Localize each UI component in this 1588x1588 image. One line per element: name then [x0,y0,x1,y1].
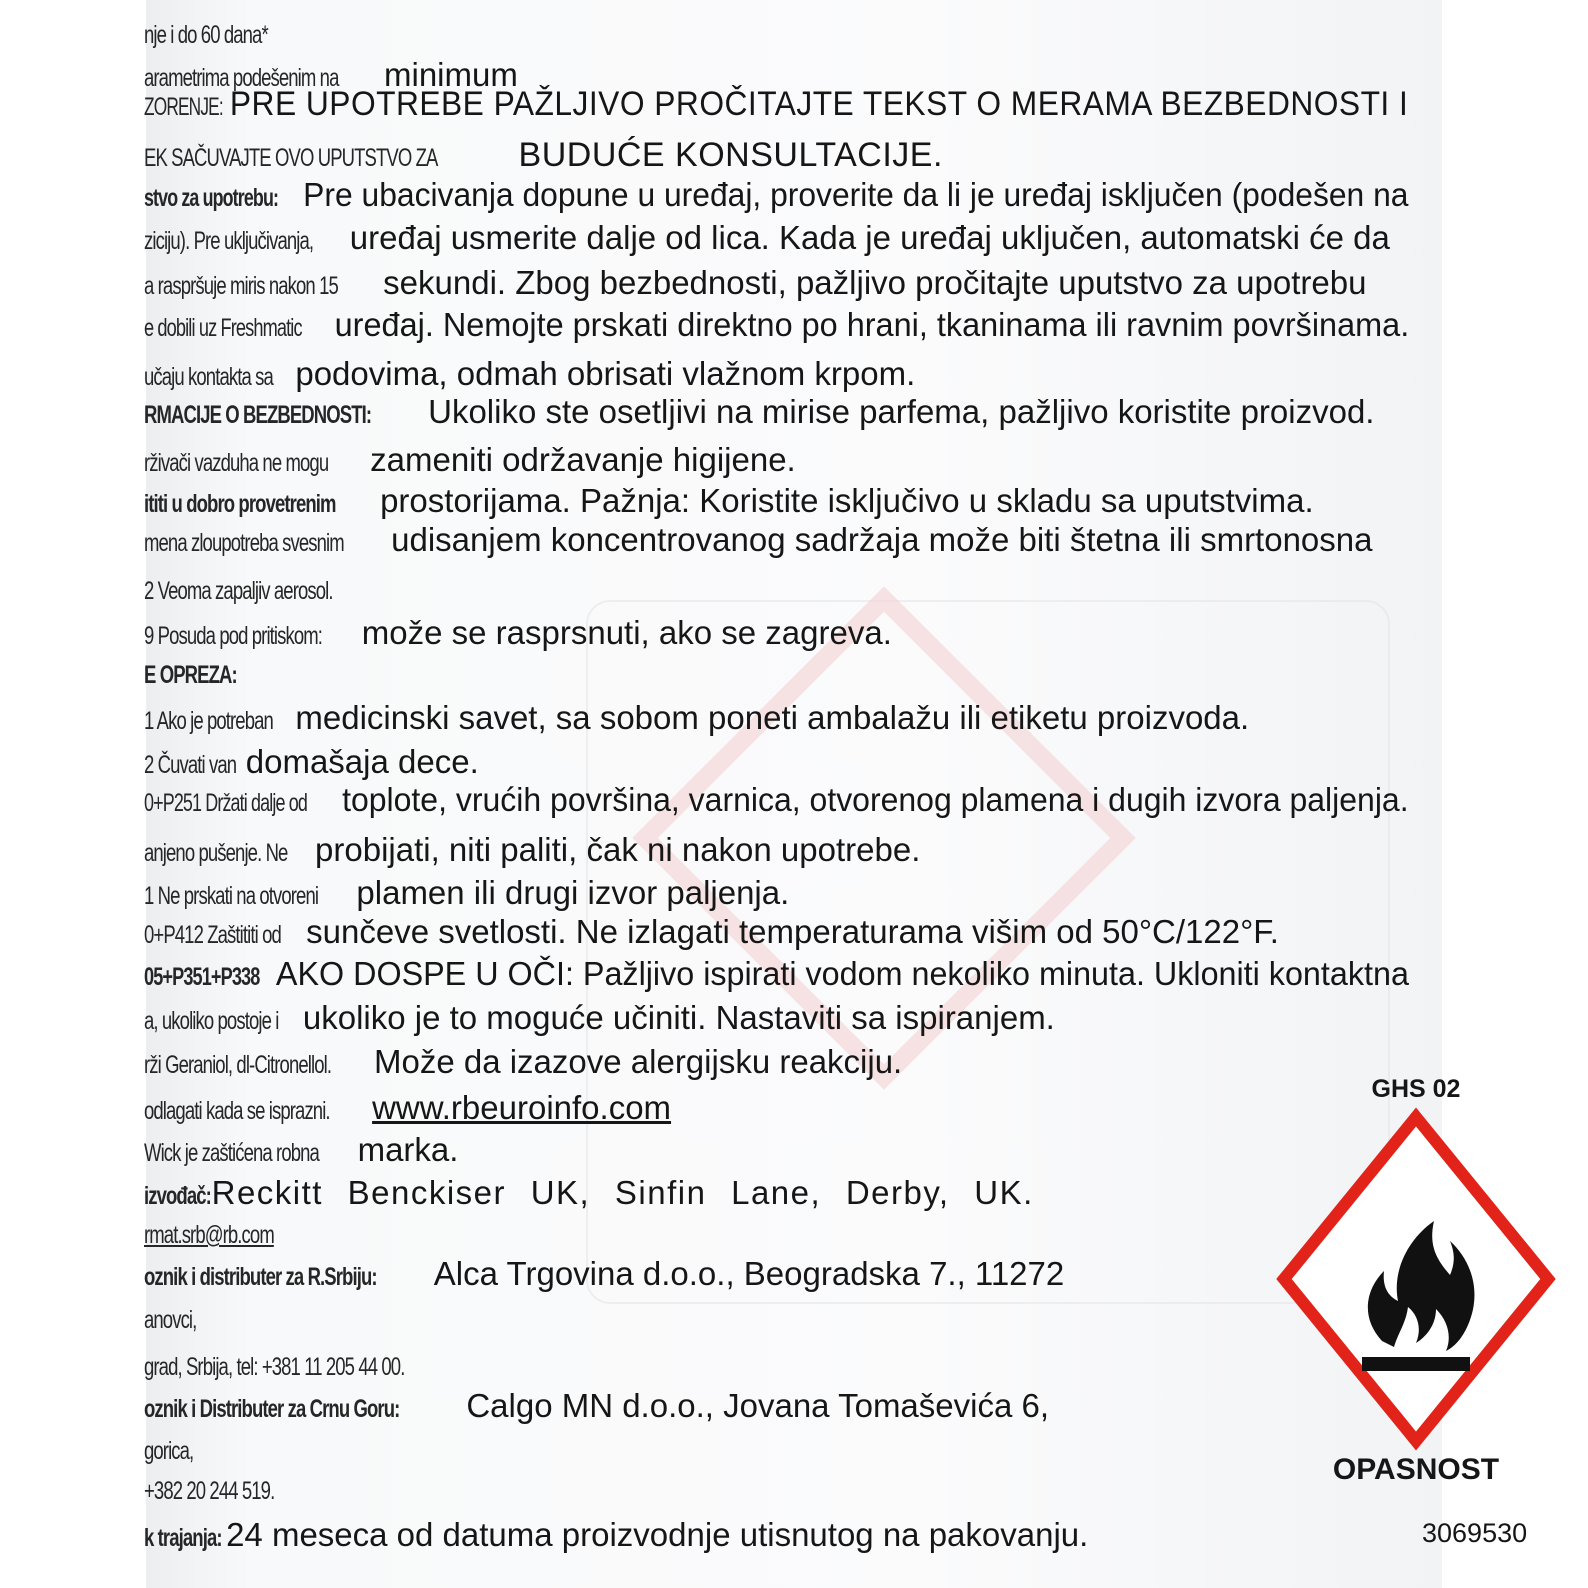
label-line: učaju kontakta sa podovima, odmah obrisati vlažnom krpom. [144,355,916,392]
label-line: 2 Veoma zapaljiv aerosol. [144,577,333,605]
label-line: e dobili uz Freshmatic uređaj. Nemojte prskati direktno po hrani, tkaninama ili ravnim površinama. [144,306,1410,343]
label-line: 1 Ako je potreban medicinski savet, sa sobom poneti ambalažu ili etiketu proizvoda. [144,699,1250,736]
label-line: grad, Srbija, tel: +381 11 205 44 00. [144,1353,405,1381]
product-label [144,0,1528,1588]
ghs-pictogram [1276,1075,1556,1495]
label-line: k trajanja: 24 meseca od datuma proizvodnje utisnutog na pakovanju. [144,1516,1089,1553]
label-line: anovci, [144,1306,197,1334]
label-line: 1 Ne prskati na otvoreni plamen ili drugi izvor paljenja. [144,874,790,911]
product-code: 3069530 [1422,1518,1528,1548]
label-line: E OPREZA: [144,661,237,689]
label-line: gorica, [144,1437,194,1465]
label-line: ziciju). Pre uključivanja, uređaj usmerite dalje od lica. Kada je uređaj uključen, automatski će da [144,219,1390,256]
label-line: 9 Posuda pod pritiskom: može se rasprsnuti, ako se zagreva. [144,614,892,651]
label-line: anjeno pušenje. Ne probijati, niti paliti, čak ni nakon upotrebe. [144,831,921,868]
label-line: oznik i distributer za R.Srbiju: Alca Trgovina d.o.o., Beogradska 7., 11272 [144,1255,1065,1292]
label-line: ititi u dobro provetrenim prostorijama. Pažnja: Koristite isključivo u skladu sa uputstvima. [144,482,1314,519]
label-line [144,1212,287,1255]
label-line: 2 Čuvati van domašaja dece. [144,743,479,780]
label-line: 0+P251 Držati dalje od toplote, vrućih površina, varnica, otvorenog plamena i dugih izvora paljenja. [144,781,1409,818]
label-line: Wick je zaštićena robna marka. [144,1131,459,1168]
label-line: +382 20 244 519. [144,1477,275,1505]
label-line: stvo za upotrebu: Pre ubacivanja dopune u uređaj, proverite da li je uređaj isključen (podešen na [144,176,1409,213]
label-line: RMACIJE O BEZBEDNOSTI: Ukoliko ste osetljivi na mirise parfema, pažljivo koristite proizvod. [144,393,1375,430]
label-line: rživači vazduha ne mogu zameniti održavanje higijene. [144,441,796,478]
label-line: mena zloupotreba svesnim udisanjem koncentrovanog sadržaja može biti štetna ili smrtonosna [144,521,1373,558]
email-link[interactable]: rmat.srb@rb.com [144,1221,274,1249]
signal-word: OPASNOST [1332,1453,1500,1486]
label-line: 0+P412 Zaštititi od sunčeve svetlosti. Ne izlagati temperaturama višim od 50°C/122°F. [144,913,1279,950]
label-line: ZORENJE: PRE UPOTREBE PAŽLJIVO PROČITAJTE TEKST O MERAMA BEZBEDNOSTI I [144,85,1409,123]
label-line: arametrima podešenim na minimum [144,56,518,93]
label-line: EK SAČUVAJTE OVO UPUTSTVO ZA BUDUĆE KONSULTACIJE. [144,136,943,174]
label-line: rži Geraniol, dl-Citronellol. Može da izazove alergijsku reakciju. [144,1043,903,1080]
label-line: nje i do 60 dana* [144,21,268,49]
ghs-code: GHS 02 [1371,1075,1461,1103]
label-line: odlagati kada se isprazni. www.rbeuroinfo.com [144,1089,672,1126]
flame-icon [1276,1111,1556,1451]
label-line: a, ukoliko postoje i ukoliko je to moguće učiniti. Nastaviti sa ispiranjem. [144,999,1055,1036]
website-link[interactable]: www.rbeuroinfo.com [372,1089,672,1126]
label-line: oznik i Distributer za Crnu Goru: Calgo MN d.o.o., Jovana Tomaševića 6, [144,1387,1050,1424]
label-line: 05+P351+P338 AKO DOSPE U OČI: Pažljivo ispirati vodom nekoliko minuta. Ukloniti kontaktna [144,955,1409,992]
label-line: a raspršuje miris nakon 15 sekundi. Zbog bezbednosti, pažljivo pročitajte uputstvo za upotrebu [144,264,1367,301]
label-line: izvođač: Reckitt Benckiser UK, Sinfin Lane, Derby, UK. [144,1174,1034,1211]
